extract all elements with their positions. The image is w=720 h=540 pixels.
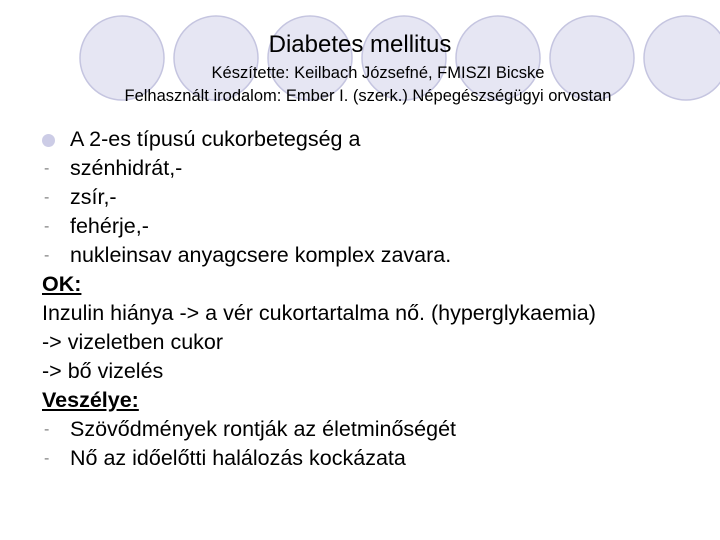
text-line	[42, 299, 712, 328]
list-item	[42, 241, 712, 270]
list-item-text: Szövődmények rontják az életminőségét	[70, 417, 457, 441]
list-item-text: nukleinsav anyagcsere komplex zavara.	[70, 243, 452, 267]
dash-marker: -	[44, 160, 50, 177]
slide-title: Diabetes mellitus	[268, 31, 452, 58]
list-item	[42, 125, 712, 154]
list-item	[42, 183, 712, 212]
list-item-text: szénhidrát,-	[70, 156, 183, 180]
source-line: Felhasznált irodalom: Ember I. (szerk.) Népegészségügyi orvostan	[124, 87, 612, 105]
list-item	[42, 415, 712, 444]
bullet-circle-icon	[42, 134, 55, 147]
list-item-text: fehérje,-	[70, 214, 149, 238]
dash-marker: -	[44, 450, 50, 467]
list-item	[42, 212, 712, 241]
list-item-text: Nő az időelőtti halálozás kockázata	[70, 446, 406, 470]
section-heading-row	[42, 270, 712, 299]
ok-line: Inzulin hiánya -> a vér cukortartalma nő. (hyperglykaemia)	[42, 301, 596, 325]
intro-text: A 2-es típusú cukorbetegség a	[70, 127, 361, 151]
dash-marker: -	[44, 218, 50, 235]
text-line	[42, 357, 712, 386]
slide-body	[42, 125, 712, 473]
list-item	[42, 154, 712, 183]
ok-heading: OK:	[42, 272, 82, 296]
ok-line: -> vizeletben cukor	[42, 330, 224, 354]
dash-marker: -	[44, 247, 50, 264]
dash-marker: -	[44, 189, 50, 206]
section-heading-row	[42, 386, 712, 415]
list-item	[42, 444, 712, 473]
text-line	[42, 328, 712, 357]
list-item-text: zsír,-	[70, 185, 117, 209]
ok-line: -> bő vizelés	[42, 359, 164, 383]
danger-heading: Veszélye:	[42, 388, 139, 412]
dash-marker: -	[44, 421, 50, 438]
author-line: Készítette: Keilbach Józsefné, FMISZI Bicske	[211, 64, 545, 82]
